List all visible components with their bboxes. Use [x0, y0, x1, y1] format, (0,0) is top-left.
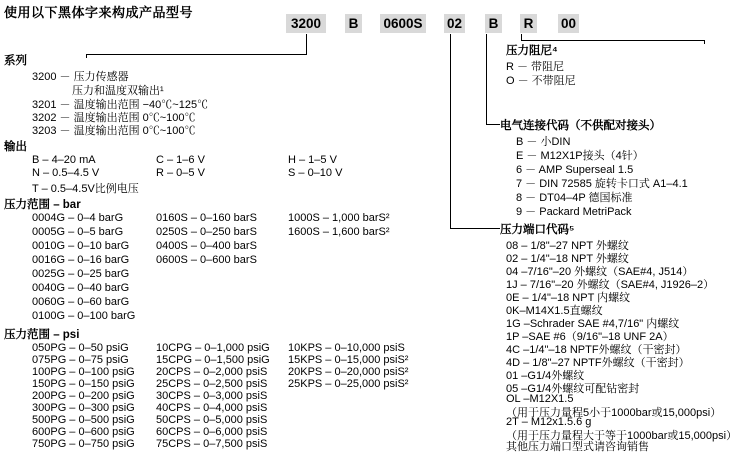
range-psi-item: 25CPS – 0–2,500 psiS	[156, 378, 268, 390]
electrical-item: 8 － DT04–4P 德国标准	[516, 192, 633, 204]
port-item: （用于压力量程大于等于1000bar或15,000psi）	[506, 430, 738, 442]
port-item: 4D – 1/8"–27 NPTF外螺纹（干密封）	[506, 357, 690, 369]
range-psi-item: 15KPS – 0–15,000 psiS²	[288, 354, 409, 366]
section-damping-title: 压力阻尼⁴	[506, 45, 558, 57]
range-psi-item: 20KPS – 0–20,000 psiS²	[288, 366, 409, 378]
leader-series-horizontal	[86, 54, 307, 55]
range-psi-item: 050PG – 0–50 psiG	[32, 342, 129, 354]
range-bar-item: 0016G – 0–16 barG	[32, 254, 130, 266]
range-bar-item: 0025G – 0–25 barG	[32, 268, 130, 280]
range-psi-item: 150PG – 0–150 psiG	[32, 378, 135, 390]
electrical-item: B － 小DIN	[516, 136, 571, 148]
port-item: 其他压力端口型式请咨询销售	[506, 441, 649, 453]
section-range-psi-title: 压力范围 – psi	[4, 329, 80, 341]
port-item: 0K–M14X1.5直螺纹	[506, 305, 603, 317]
leader-series-vertical	[306, 34, 307, 54]
output-item: R – 0–5 V	[156, 167, 205, 179]
port-item: 2T – M12x1.5.6 g	[506, 416, 592, 428]
range-bar-item: 0100G – 0–100 barG	[32, 310, 136, 322]
series-item: 3203 － 温度输出范围 0℃~100℃	[32, 125, 196, 137]
output-item: S – 0–10 V	[288, 167, 343, 179]
range-psi-item: 40CPS – 0–4,000 psiS	[156, 402, 268, 414]
port-item: 04 –7/16"–20 外螺纹（SAE#4, J514）	[506, 266, 694, 278]
range-bar-item: 1600S – 1,600 barS²	[288, 226, 390, 238]
range-psi-item: 100PG – 0–100 psiG	[32, 366, 135, 378]
series-item: 3202 － 温度输出范围 0℃~100℃	[32, 112, 196, 124]
output-item: B – 4–20 mA	[32, 154, 96, 166]
range-psi-item: 15CPG – 0–1,500 psiG	[156, 354, 270, 366]
range-psi-item: 50CPS – 0–5,000 psiS	[156, 414, 268, 426]
leader-damping-drop	[704, 40, 705, 44]
range-psi-item: 300PG – 0–300 psiG	[32, 402, 135, 414]
section-series-title: 系列	[4, 55, 27, 67]
range-psi-item: 60CPS – 0–6,000 psiS	[156, 426, 268, 438]
code-range[interactable]: 0600S	[380, 14, 426, 33]
damping-item: R － 带阻尼	[506, 61, 565, 73]
leader-electrical-vertical	[486, 34, 487, 124]
electrical-item: 7 － DIN 72585 旋转卡口式 A1–4.1	[516, 178, 688, 190]
port-item: 08 – 1/8"–27 NPT 外螺纹	[506, 240, 629, 252]
section-port-title: 压力端口代码⁵	[500, 224, 575, 236]
electrical-item: 6 － AMP Superseal 1.5	[516, 164, 634, 176]
output-item: T – 0.5–4.5V比例电压	[32, 183, 139, 195]
range-bar-item: 0005G – 0–5 barG	[32, 226, 124, 238]
series-item: 3200 － 压力传感器	[32, 71, 129, 83]
electrical-item: 9 － Packard MetriPack	[516, 206, 632, 218]
range-bar-item: 0250S – 0–250 barS	[156, 226, 257, 238]
code-output[interactable]: B	[345, 14, 362, 33]
code-damping[interactable]: R	[520, 14, 537, 33]
port-item: 4C –1/4"–18 NPTF外螺纹（干密封）	[506, 344, 687, 356]
port-item: 1G –Schrader SAE #4,7/16" 内螺纹	[506, 318, 680, 330]
range-psi-item: 10CPG – 0–1,000 psiG	[156, 342, 270, 354]
electrical-item: E － M12X1P接头（4针）	[516, 150, 644, 162]
section-range-bar-title: 压力范围 – bar	[4, 199, 81, 211]
port-item: OL –M12X1.5	[506, 393, 574, 405]
output-item: H – 1–5 V	[288, 154, 337, 166]
range-bar-item: 1000S – 1,000 barS²	[288, 212, 390, 224]
port-item: （用于压力量程5小于1000bar或15,000psi）	[506, 407, 722, 419]
series-item: 压力和温度双输出¹	[72, 85, 164, 97]
section-output-title: 输出	[4, 141, 27, 153]
port-item: 0E – 1/4"–18 NPT 内螺纹	[506, 292, 631, 304]
port-item: 02 – 1/4"–18 NPT 外螺纹	[506, 253, 629, 265]
leader-electrical-horizontal	[486, 124, 500, 125]
output-item: N – 0.5–4.5 V	[32, 167, 100, 179]
range-bar-item: 0004G – 0–4 barG	[32, 212, 124, 224]
range-bar-item: 0060G – 0–60 barG	[32, 296, 130, 308]
code-series[interactable]: 3200	[286, 14, 326, 33]
page-title: 使用以下黑体字来构成产品型号	[4, 5, 194, 20]
port-item: 01 –G1/4外螺纹	[506, 370, 585, 382]
range-psi-item: 30CPS – 0–3,000 psiS	[156, 390, 268, 402]
leader-port-horizontal	[450, 228, 500, 229]
leader-series-drop	[86, 54, 87, 58]
port-item: 1P –SAE #6（9/16"–18 UNF 2A）	[506, 331, 674, 343]
range-psi-item: 200PG – 0–200 psiG	[32, 390, 135, 402]
port-item: 05 –G1/4外螺纹可配钻密封	[506, 383, 640, 395]
output-item: C – 1–6 V	[156, 154, 205, 166]
range-psi-item: 20CPS – 0–2,000 psiS	[156, 366, 268, 378]
leader-damping-horizontal	[521, 40, 704, 41]
damping-item: O － 不带阻尼	[506, 75, 576, 87]
series-item: 3201 － 温度输出范围 −40℃~125℃	[32, 99, 209, 111]
code-suffix[interactable]: 00	[558, 14, 579, 33]
range-bar-item: 0400S – 0–400 barS	[156, 240, 257, 252]
range-bar-item: 0010G – 0–10 barG	[32, 240, 130, 252]
port-item: 1J – 7/16"–20 外螺纹（SAE#4, J1926–2）	[506, 279, 715, 291]
range-bar-item: 0600S – 0–600 barS	[156, 254, 257, 266]
range-psi-item: 25KPS – 0–25,000 psiS²	[288, 378, 409, 390]
range-bar-item: 0040G – 0–40 barG	[32, 282, 130, 294]
code-port[interactable]: 02	[444, 14, 465, 33]
leader-port-vertical	[450, 34, 451, 228]
range-psi-item: 075PG – 0–75 psiG	[32, 354, 129, 366]
section-electrical-title: 电气连接代码（不供配对接头）	[500, 120, 661, 132]
code-electrical[interactable]: B	[485, 14, 502, 33]
range-bar-item: 0160S – 0–160 barS	[156, 212, 257, 224]
range-psi-item: 75CPS – 0–7,500 psiS	[156, 438, 268, 450]
range-psi-item: 10KPS – 0–10,000 psiS	[288, 342, 405, 354]
range-psi-item: 750PG – 0–750 psiG	[32, 438, 135, 450]
range-psi-item: 600PG – 0–600 psiG	[32, 426, 135, 438]
range-psi-item: 500PG – 0–500 psiG	[32, 414, 135, 426]
